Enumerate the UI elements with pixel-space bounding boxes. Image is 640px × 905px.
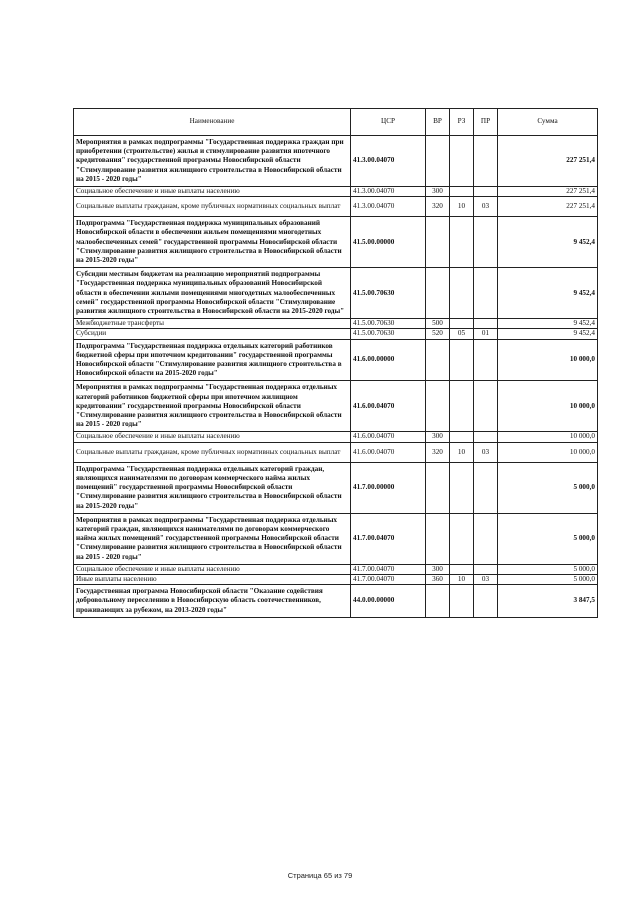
row-name: Подпрограмма "Государственная поддержка муниципальных образований Новосибирской области в обеспечении жильем помещениями многодетных малообеспеченных семей" государственной программы Новосибирской области "Стимулирование развития жилищного строительства в Новосибирской области на 2015-2020 годы" (74, 217, 351, 268)
row-name: Подпрограмма "Государственная поддержка отдельных категорий граждан, являющихся нанимателями по договорам коммерческого найма жилых помещений" государственной программы Новосибирской области "Стимулирование развития жилищного строительства в Новосибирской области на 2015-2020 годы" (74, 462, 351, 513)
row-csr: 41.7.00.04070 (351, 513, 426, 564)
row-pr (474, 462, 498, 513)
row-csr: 41.6.00.04070 (351, 432, 426, 442)
row-pr (474, 381, 498, 432)
row-pr: 03 (474, 574, 498, 584)
table-row (74, 585, 598, 618)
budget-sheet (73, 108, 597, 618)
table-body (74, 136, 598, 618)
row-name: Социальное обеспечение и иные выплаты населению (74, 432, 351, 442)
row-csr: 41.7.00.04070 (351, 574, 426, 584)
row-vr: 360 (426, 574, 450, 584)
row-pr: 03 (474, 197, 498, 217)
row-name: Социальные выплаты гражданам, кроме публичных нормативных социальных выплат (74, 442, 351, 462)
row-name: Субсидии местным бюджетам на реализацию мероприятий подпрограммы "Государственная поддержка муниципальных образований Новосибирской области в обеспечении жилыми помещениями многодетных малообеспеченных семей" государственной программы Новосибирской области "Стимулирование развития жилищного строительства в Новосибирской области на 2015-2020 годы" (74, 268, 351, 319)
row-pr (474, 136, 498, 187)
row-pr (474, 513, 498, 564)
row-name: Государственная программа Новосибирской области "Оказание содействия добровольному переселению в Новосибирскую область соотечественников, проживающих за рубежом, на 2013-2020 годы" (74, 585, 351, 618)
row-sum: 227 251,4 (498, 197, 598, 217)
row-pr (474, 585, 498, 618)
row-vr (426, 217, 450, 268)
row-csr: 41.5.00.70630 (351, 329, 426, 339)
row-name: Межбюджетные трансферты (74, 319, 351, 329)
row-name: Мероприятия в рамках подпрограммы "Государственная поддержка отдельных категорий граждан, являющихся нанимателями по договорам коммерческого найма жилых помещений" государственной программы Новосибирской области "Стимулирование развития жилищного строительства в Новосибирской области на 2015 - 2020 годы" (74, 513, 351, 564)
row-sum: 5 000,0 (498, 574, 598, 584)
row-sum: 3 847,5 (498, 585, 598, 618)
row-rz (450, 268, 474, 319)
header-vr: ВР (426, 109, 450, 136)
table-row (74, 329, 598, 339)
table-row (74, 432, 598, 442)
row-vr: 500 (426, 319, 450, 329)
row-vr: 520 (426, 329, 450, 339)
row-name: Социальные выплаты гражданам, кроме публичных нормативных социальных выплат (74, 197, 351, 217)
table-row (74, 442, 598, 462)
row-name: Мероприятия в рамках подпрограммы "Государственная поддержка граждан при приобретении (строительстве) жилья и стимулирование развития ипотечного кредитования" государственной программы Новосибирской области "Стимулирование развития жилищного строительства в Новосибирской области на 2015 - 2020 годы" (74, 136, 351, 187)
row-pr: 03 (474, 442, 498, 462)
row-rz: 05 (450, 329, 474, 339)
row-rz (450, 319, 474, 329)
row-pr (474, 339, 498, 381)
row-sum: 9 452,4 (498, 217, 598, 268)
row-vr (426, 268, 450, 319)
row-rz (450, 339, 474, 381)
row-sum: 5 000,0 (498, 564, 598, 574)
row-rz: 10 (450, 197, 474, 217)
table-row (74, 381, 598, 432)
row-csr: 41.5.00.00000 (351, 217, 426, 268)
row-name: Социальное обеспечение и иные выплаты населению (74, 564, 351, 574)
row-sum: 227 251,4 (498, 187, 598, 197)
row-rz (450, 462, 474, 513)
row-pr (474, 564, 498, 574)
row-name: Мероприятия в рамках подпрограммы "Государственная поддержка отдельных категорий работников бюджетной сферы при ипотечном жилищном кредитовании" государственной программы Новосибирской области "Стимулирование развития жилищного строительства в Новосибирской области на 2015 - 2020 годы" (74, 381, 351, 432)
header-name: Наименование (74, 109, 351, 136)
row-name: Иные выплаты населению (74, 574, 351, 584)
row-sum: 10 000,0 (498, 432, 598, 442)
table-row (74, 268, 598, 319)
row-name: Социальное обеспечение и иные выплаты населению (74, 187, 351, 197)
row-sum: 9 452,4 (498, 319, 598, 329)
row-csr: 41.7.00.00000 (351, 462, 426, 513)
row-sum: 10 000,0 (498, 381, 598, 432)
row-pr: 01 (474, 329, 498, 339)
row-vr: 320 (426, 197, 450, 217)
row-rz (450, 381, 474, 432)
table-row (74, 574, 598, 584)
table-row (74, 513, 598, 564)
budget-table (73, 108, 598, 618)
row-rz (450, 432, 474, 442)
row-csr: 41.3.00.04070 (351, 136, 426, 187)
row-vr: 300 (426, 187, 450, 197)
row-csr: 41.6.00.04070 (351, 442, 426, 462)
table-row (74, 339, 598, 381)
header-sum: Сумма (498, 109, 598, 136)
row-pr (474, 268, 498, 319)
row-pr (474, 187, 498, 197)
row-vr (426, 462, 450, 513)
row-name: Подпрограмма "Государственная поддержка отдельных категорий работников бюджетной сферы при ипотечном кредитовании" государственной программы Новосибирской области "Стимулирование развития жилищного строительства в Новосибирской области на 2015-2020 годы" (74, 339, 351, 381)
row-csr: 41.6.00.00000 (351, 339, 426, 381)
row-rz (450, 564, 474, 574)
row-csr: 44.0.00.00000 (351, 585, 426, 618)
row-csr: 41.3.00.04070 (351, 197, 426, 217)
table-row (74, 217, 598, 268)
row-vr (426, 513, 450, 564)
row-name: Субсидии (74, 329, 351, 339)
table-row (74, 319, 598, 329)
row-vr: 300 (426, 564, 450, 574)
row-csr: 41.5.00.70630 (351, 319, 426, 329)
page-footer: Страница 65 из 79 (287, 871, 353, 880)
row-sum: 227 251,4 (498, 136, 598, 187)
row-rz (450, 136, 474, 187)
row-pr (474, 319, 498, 329)
row-rz: 10 (450, 574, 474, 584)
row-vr: 320 (426, 442, 450, 462)
table-row (74, 197, 598, 217)
row-vr (426, 136, 450, 187)
row-vr (426, 585, 450, 618)
row-sum: 9 452,4 (498, 268, 598, 319)
table-row (74, 462, 598, 513)
row-pr (474, 432, 498, 442)
row-sum: 10 000,0 (498, 442, 598, 462)
row-pr (474, 217, 498, 268)
row-vr (426, 381, 450, 432)
header-csr: ЦСР (351, 109, 426, 136)
row-rz (450, 585, 474, 618)
row-csr: 41.6.00.04070 (351, 381, 426, 432)
header-pr: ПР (474, 109, 498, 136)
table-row (74, 564, 598, 574)
row-vr: 300 (426, 432, 450, 442)
row-sum: 5 000,0 (498, 462, 598, 513)
table-row (74, 187, 598, 197)
row-csr: 41.5.00.70630 (351, 268, 426, 319)
row-rz: 10 (450, 442, 474, 462)
row-sum: 9 452,4 (498, 329, 598, 339)
row-vr (426, 339, 450, 381)
row-csr: 41.7.00.04070 (351, 564, 426, 574)
row-rz (450, 187, 474, 197)
table-header-row (74, 109, 598, 136)
table-row (74, 136, 598, 187)
header-rz: РЗ (450, 109, 474, 136)
row-sum: 5 000,0 (498, 513, 598, 564)
row-rz (450, 217, 474, 268)
row-rz (450, 513, 474, 564)
row-csr: 41.3.00.04070 (351, 187, 426, 197)
row-sum: 10 000,0 (498, 339, 598, 381)
